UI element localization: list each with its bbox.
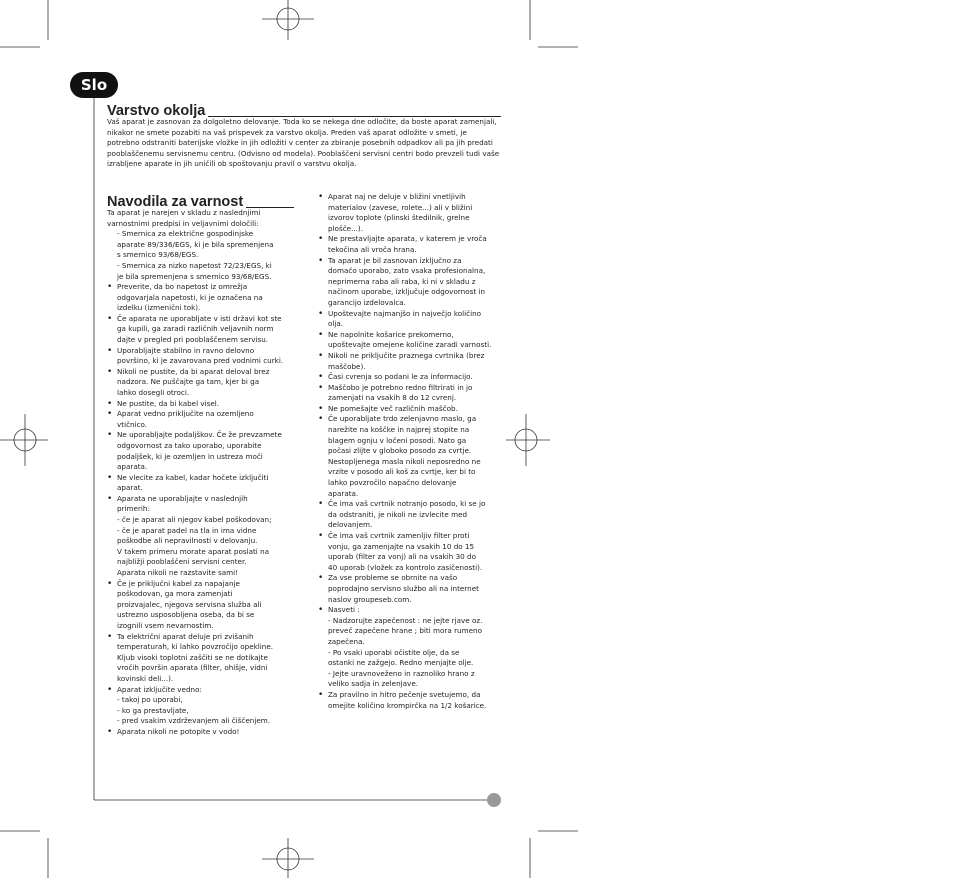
safety-list-item xyxy=(318,499,504,531)
safety-list-item xyxy=(107,430,301,472)
safety-list-item xyxy=(318,383,504,404)
list-item-line: - pred vsakim vzdrževanjem ali čiščenjem. xyxy=(117,716,271,726)
safety-list-item xyxy=(107,409,301,430)
list-item-line: - Jejte uravnoveženo in raznoliko hrano z xyxy=(328,668,475,678)
safety-list-item xyxy=(318,351,504,372)
list-item-line: • Če ima vaš cvrtnik notranjo posodo, ki se jo xyxy=(328,499,486,509)
list-item-line: nadzora. Ne puščajte ga tam, kjer bi ga xyxy=(117,377,260,387)
list-item-line: delovanjem. xyxy=(328,520,373,530)
safety-list-item xyxy=(318,414,504,499)
intro-line: je bila spremenjena s smernico 93/68/EGS. xyxy=(117,271,272,281)
safety-list-item xyxy=(318,372,504,383)
list-item-line: Aparata nikoli ne razstavite sami! xyxy=(117,568,239,578)
list-item-line: ga kupili, ga zaradi različnih veljavnih norm xyxy=(117,324,274,334)
safety-list-item xyxy=(318,192,504,234)
list-item-line: • Aparat izključite vedno: xyxy=(117,684,202,694)
list-item-line: temperaturah, ki lahko povzročijo opekline. xyxy=(117,642,274,652)
safety-list-item xyxy=(318,234,504,255)
list-item-line: • Časi cvrenja so podani le za informacijo. xyxy=(328,372,473,382)
list-item-line: • Če uporabljate trdo zelenjavno maslo, ga xyxy=(328,414,477,424)
list-item-line: • Aparat naj ne deluje v bližini vnetljivih xyxy=(328,192,466,201)
list-item-line: • Uporabljajte stabilno in ravno delovno xyxy=(117,345,255,355)
safety-list-item xyxy=(318,605,504,690)
list-item-line: • Preverite, da bo napetost iz omrežja xyxy=(117,282,248,291)
list-item-line: - ko ga prestavljate, xyxy=(117,705,189,715)
safety-list-item xyxy=(107,727,301,738)
safety-list-item xyxy=(318,690,504,711)
safety-list-item xyxy=(318,573,504,605)
list-item-line: domačo uporabo, zato vsaka profesionalna, xyxy=(328,266,486,276)
list-item-line: ustrezno usposobljena oseba, da bi se xyxy=(117,610,255,620)
list-item-line: • Za pravilno in hitro pečenje svetujemo, da xyxy=(328,689,481,699)
list-item-line: • Ne prestavljajte aparata, v katerem je vroča xyxy=(328,234,487,244)
list-item-line: počasi zlijte v globoko posodo za cvrtje. xyxy=(328,446,472,456)
intro-line: aparate 89/336/EGS, ki je bila spremenjena xyxy=(117,239,274,249)
list-item-line: podaljšek, ki je ozemljen in ustreza moči xyxy=(117,451,263,461)
list-item-line: • Ne vlecite za kabel, kadar hočete izključiti xyxy=(117,472,269,482)
list-item-line: naslov groupeseb.com. xyxy=(328,594,412,604)
safety-list-item xyxy=(107,632,301,685)
safety-list-item xyxy=(107,367,301,399)
list-item-line: • Aparata ne uporabljajte v naslednjih xyxy=(117,493,248,503)
safety-list-item xyxy=(107,399,301,410)
list-item-line: vročih površin aparata (filter, ohišje, vidni xyxy=(117,663,268,673)
safety-list-item xyxy=(107,346,301,367)
list-item-line: • Nasveti : xyxy=(328,605,360,615)
list-item-line: blagem ognju v ločeni posodi. Nato ga xyxy=(328,435,467,445)
list-item-line: veliko sadja in zelenjave. xyxy=(328,679,419,689)
safety-list-left xyxy=(107,282,301,738)
list-item-line: - takoj po uporabi, xyxy=(117,695,183,705)
safety-list-item xyxy=(318,404,504,415)
list-item-line: • Ne pustite, da bi kabel visel. xyxy=(117,398,220,408)
list-item-line: maščobe). xyxy=(328,361,366,371)
list-item-line: neprimerna raba ali raba, ki ni v skladu z xyxy=(328,276,476,286)
safety-list-item xyxy=(107,473,301,494)
safety-list-right xyxy=(318,192,504,711)
safety-list-item xyxy=(318,256,504,309)
list-item-line: • Za vse probleme se obrnite na vašo xyxy=(328,573,458,583)
list-item-line: • Ta električni aparat deluje pri zvišanih xyxy=(117,631,254,641)
list-item-line: - Po vsaki uporabi očistite olje, da se xyxy=(328,647,460,657)
list-item-line: • Nikoli ne pustite, da bi aparat deloval brez xyxy=(117,366,270,376)
section-title-safety: Navodila za varnost xyxy=(107,194,244,210)
safety-list-item xyxy=(318,531,504,573)
list-item-line: kovinski deli...). xyxy=(117,673,174,683)
list-item-line: ostanki ne zažgejo. Redno menjajte olje. xyxy=(328,658,474,668)
list-item-line: dajte v pregled pri pooblaščenem servisu. xyxy=(117,334,269,344)
list-item-line: vtičnico. xyxy=(117,419,148,429)
list-item-line: • Ne napolnite košarice prekomerno, xyxy=(328,329,454,339)
list-item-line: preveč zapečene hrane ; biti mora rumeno xyxy=(328,626,482,636)
list-item-line: 40 uporab (vložek za kontrolo zasičenosti). xyxy=(328,562,483,572)
intro-line: - Smernica za nizko napetost 72/23/EGS, ki xyxy=(117,260,272,270)
intro-line: varnostnimi predpisi in veljavnimi določili: xyxy=(107,218,259,228)
list-item-line: odgovarjala napetosti, ki je označena na xyxy=(117,292,263,302)
list-item-line: olja. xyxy=(328,319,344,329)
list-item-line: najbližji pooblaščeni servisni center. xyxy=(117,557,247,567)
list-item-line: izdelku (izmenični tok). xyxy=(117,303,201,313)
list-item-line: lahko povzročilo napačno delovanje xyxy=(328,478,457,488)
safety-intro xyxy=(107,208,299,282)
intro-line: - Smernica za električne gospodinjske xyxy=(117,229,254,239)
list-item-line: narežite na koščke in najprej stopite na xyxy=(328,425,470,435)
list-item-line: • Ne pomešajte več različnih maščob. xyxy=(328,403,458,413)
list-item-line: Nestopljenega masla nikoli neposredno ne xyxy=(328,456,481,466)
list-item-line: • Če aparata ne uporabljate v isti državi kot ste xyxy=(117,313,282,323)
list-item-line: zapečena. xyxy=(328,636,365,646)
list-item-line: zamenjati na vsakih 8 do 12 cvrenj. xyxy=(328,393,457,403)
language-badge: Slo xyxy=(70,72,118,98)
list-item-line: izognili vsem nevarnostim. xyxy=(117,621,214,630)
list-item-line: • Nikoli ne priključite praznega cvrtnika (brez xyxy=(328,350,485,360)
list-item-line: aparat. xyxy=(117,483,143,493)
environment-text: Vaš aparat je zasnovan za dolgoletno delovanje. Toda ko se nekega dne odločite, da boste aparat zamenjali, nikakor ne smete pozabiti na vaš prispevek za varstvo okolja. Preden vaš aparat odložite v smeti, je potrebno odstraniti baterijske vložke in jih odložiti v center za zbiranje posebnih odpadkov ali pa jih predati pooblaščenemu servisnemu centru. (Odvisno od modela). Pooblaščeni servisni centri bodo prevzeli tudi vaše izrabljene aparate in jih uničili ob spoštovanju pravil o varstvu okolja. xyxy=(107,117,500,169)
list-item-line: površino, ki je zavarovana pred vodnimi curki. xyxy=(117,356,284,366)
list-item-line: • Maščobo je potrebno redno filtrirati in jo xyxy=(328,382,473,392)
list-item-line: Kljub visoki toplotni zaščiti se ne dotikajte xyxy=(117,652,268,662)
list-item-line: odgovornost za tako uporabo, uporabite xyxy=(117,440,262,450)
list-item-line: - če je aparat ali njegov kabel poškodovan; xyxy=(117,515,272,525)
list-item-line: • Aparata nikoli ne potopite v vodo! xyxy=(117,726,240,736)
safety-list-item xyxy=(318,330,504,351)
list-item-line: uporab (filter za vonj) ali na vsakih 30 do xyxy=(328,552,477,562)
list-item-line: tekočina ali vroča hrana. xyxy=(328,244,417,254)
safety-list-item xyxy=(107,282,301,314)
safety-list-item xyxy=(107,685,301,727)
list-item-line: - Nadzorujte zapečenost : ne jejte rjave oz. xyxy=(328,615,483,625)
safety-list-item xyxy=(107,494,301,579)
list-item-line: • Upoštevajte najmanjšo in največjo količino xyxy=(328,308,482,318)
list-item-line: • Aparat vedno priključite na ozemljeno xyxy=(117,409,254,419)
list-item-line: načinom uporabe, izključuje odgovornost in xyxy=(328,287,486,297)
list-item-line: - če je aparat padel na tla in ima vidne xyxy=(117,525,257,535)
intro-line: s smernico 93/68/EGS. xyxy=(117,250,199,260)
list-item-line: primerih: xyxy=(117,504,150,514)
list-item-line: materialov (zavese, rolete...) ali v bližini xyxy=(328,202,473,212)
list-item-line: plošče...). xyxy=(328,223,364,233)
safety-list-item xyxy=(107,579,301,632)
list-item-line: • Ta aparat je bil zasnovan izključno za xyxy=(328,255,462,265)
list-item-line: • Če je priključni kabel za napajanje xyxy=(117,578,240,588)
section-title-environment: Varstvo okolja xyxy=(107,103,206,119)
list-item-line: omejite količino krompirčka na 1/2 košarice. xyxy=(328,700,487,710)
list-item-line: poprodajno servisno službo ali na internet xyxy=(328,583,479,593)
list-item-line: da odstraniti, je nikoli ne izvlecite med xyxy=(328,509,468,519)
list-item-line: upoštevajte omejene količine zaradi varnosti. xyxy=(328,340,492,350)
list-item-line: garancijo izdelovalca. xyxy=(328,297,406,307)
list-item-line: proizvajalec, njegova servisna služba ali xyxy=(117,599,262,609)
list-item-line: izvorov toplote (plinski štedilnik, grelne xyxy=(328,213,470,223)
page-number-dot xyxy=(487,793,501,807)
safety-list-item xyxy=(318,309,504,330)
list-item-line: V takem primeru morate aparat poslati na xyxy=(117,546,270,556)
list-item-line: vrzite v posodo ali koš za cvrtje, ker bi to xyxy=(328,467,476,477)
list-item-line: poškodovan, ga mora zamenjati xyxy=(117,589,233,599)
list-item-line: aparata. xyxy=(117,462,148,472)
safety-list-item xyxy=(107,314,301,346)
list-item-line: • Ne uporabljajte podaljškov. Če že prevzamete xyxy=(117,430,282,440)
list-item-line: • Če ima vaš cvrtnik zamenljiv filter proti xyxy=(328,531,470,540)
list-item-line: lahko dosegli otroci. xyxy=(117,387,190,397)
list-item-line: poškodbe ali nepravilnosti v delovanju. xyxy=(117,536,258,546)
intro-line: Ta aparat je narejen v skladu z naslednjimi xyxy=(107,208,261,217)
list-item-line: vonju, ga zamenjajte na vsakih 10 do 15 xyxy=(328,541,475,551)
list-item-line: aparata. xyxy=(328,488,359,498)
